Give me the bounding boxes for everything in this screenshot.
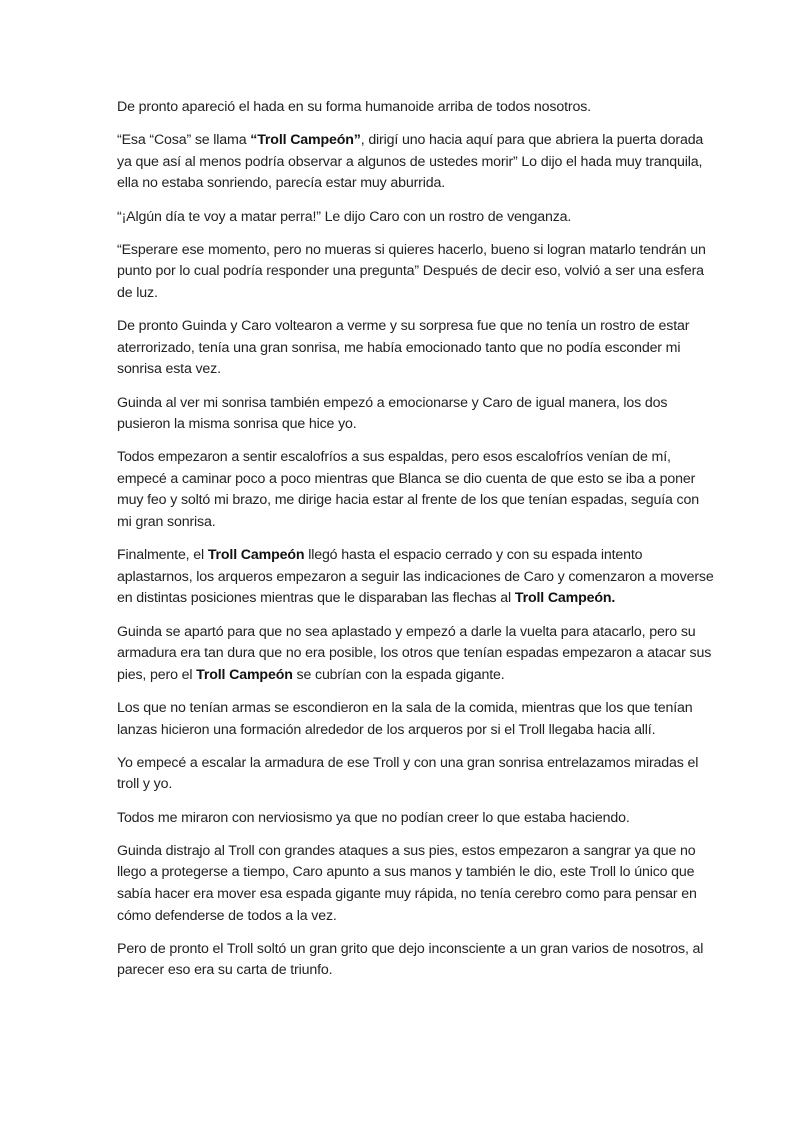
text-run: Todos empezaron a sentir escalofríos a sus espaldas, pero esos escalofríos venían de mí, empecé a caminar poco a poco mientras que Blanca se dio cuenta de que esto se iba a poner muy feo y soltó mi brazo, me dirige hacia estar al frente de los que tenían espadas, seguía con mi gran sonrisa. [117,449,699,531]
paragraph [117,97,715,119]
paragraph [117,240,715,305]
paragraph [117,808,715,830]
text-run: “¡Algún día te voy a matar perra!” Le dijo Caro con un rostro de venganza. [117,208,572,225]
text-run: “Esperare ese momento, pero no mueras si quieres hacerlo, bueno si logran matarlo tendrán un punto por lo cual podría responder una pregunta” Después de decir eso, volvió a ser una esfera de luz. [117,241,706,301]
paragraph [117,447,715,533]
paragraph [117,393,715,436]
text-run: “Esa “Cosa” se llama [117,132,251,149]
paragraph [117,545,715,610]
text-run: Yo empecé a escalar la armadura de ese Troll y con una gran sonrisa entrelazamos miradas el troll y yo. [117,754,699,793]
paragraph [117,939,715,982]
bold-text: Troll Campeón [196,666,293,683]
text-run: , dirigí uno hacia aquí para que abriera la puerta dorada ya que así al menos podría observar a algunos de ustedes morir” Lo dijo el hada muy tranquila, ella no estaba sonriendo, parecía estar muy aburrida. [117,132,704,192]
body-text [117,97,715,994]
paragraph [117,622,715,687]
text-run: Pero de pronto el Troll soltó un gran grito que dejo inconsciente a un gran varios de nosotros, al parecer eso era su carta de triunfo. [117,940,704,979]
paragraph [117,130,715,195]
text-run: Finalmente, el [117,547,208,564]
text-run: Todos me miraron con nerviosismo ya que no podían creer lo que estaba haciendo. [117,809,630,826]
text-run: De pronto apareció el hada en su forma humanoide arriba de todos nosotros. [117,99,591,115]
paragraph [117,698,715,741]
bold-text: “Troll Campeón” [250,132,361,149]
bold-text: Troll Campeón [207,547,305,564]
text-run: llegó hasta el espacio cerrado y con su espada intento aplastarnos, los arqueros empezaron a seguir las indicaciones de Caro y comenzaron a moverse en distintas posiciones mientras que le disparaban las flechas al [117,547,714,607]
paragraph [117,753,715,796]
text-run: Los que no tenían armas se escondieron en la sala de la comida, mientras que los que tenían lanzas hicieron una formación alrededor de los arqueros por si el Troll llegaba hacia allí. [117,700,693,738]
paragraph [117,841,715,927]
paragraph [117,316,715,381]
text-run: se cubrían con la espada gigante. [292,666,505,683]
text-run: De pronto Guinda y Caro voltearon a verme y su sorpresa fue que no tenía un rostro de estar aterrorizado, tenía una gran sonrisa, me había emocionado tanto que no podía esconder mi sonrisa esta vez. [117,318,690,378]
text-run: Guinda se apartó para que no sea aplastado y empezó a darle la vuelta para atacarlo, pero su armadura era tan dura que no era posible, los otros que tenían espadas empezaron a atacar sus pies, pero el [117,623,712,683]
text-run: Guinda distrajo al Troll con grandes ataques a sus pies, estos empezaron a sangrar ya que no llego a protegerse a tiempo, Caro apunto a sus manos y también le dio, este Troll lo único que sabía hacer era mover esa espada gigante muy rápida, no tenía cerebro como para pensar en cómo defenderse de todos a la vez. [117,842,697,924]
paragraph [117,207,715,229]
text-run: Guinda al ver mi sonrisa también empezó a emocionarse y Caro de igual manera, los dos pusieron la misma sonrisa que hice yo. [117,394,668,433]
bold-text: Troll Campeón. [514,590,616,607]
